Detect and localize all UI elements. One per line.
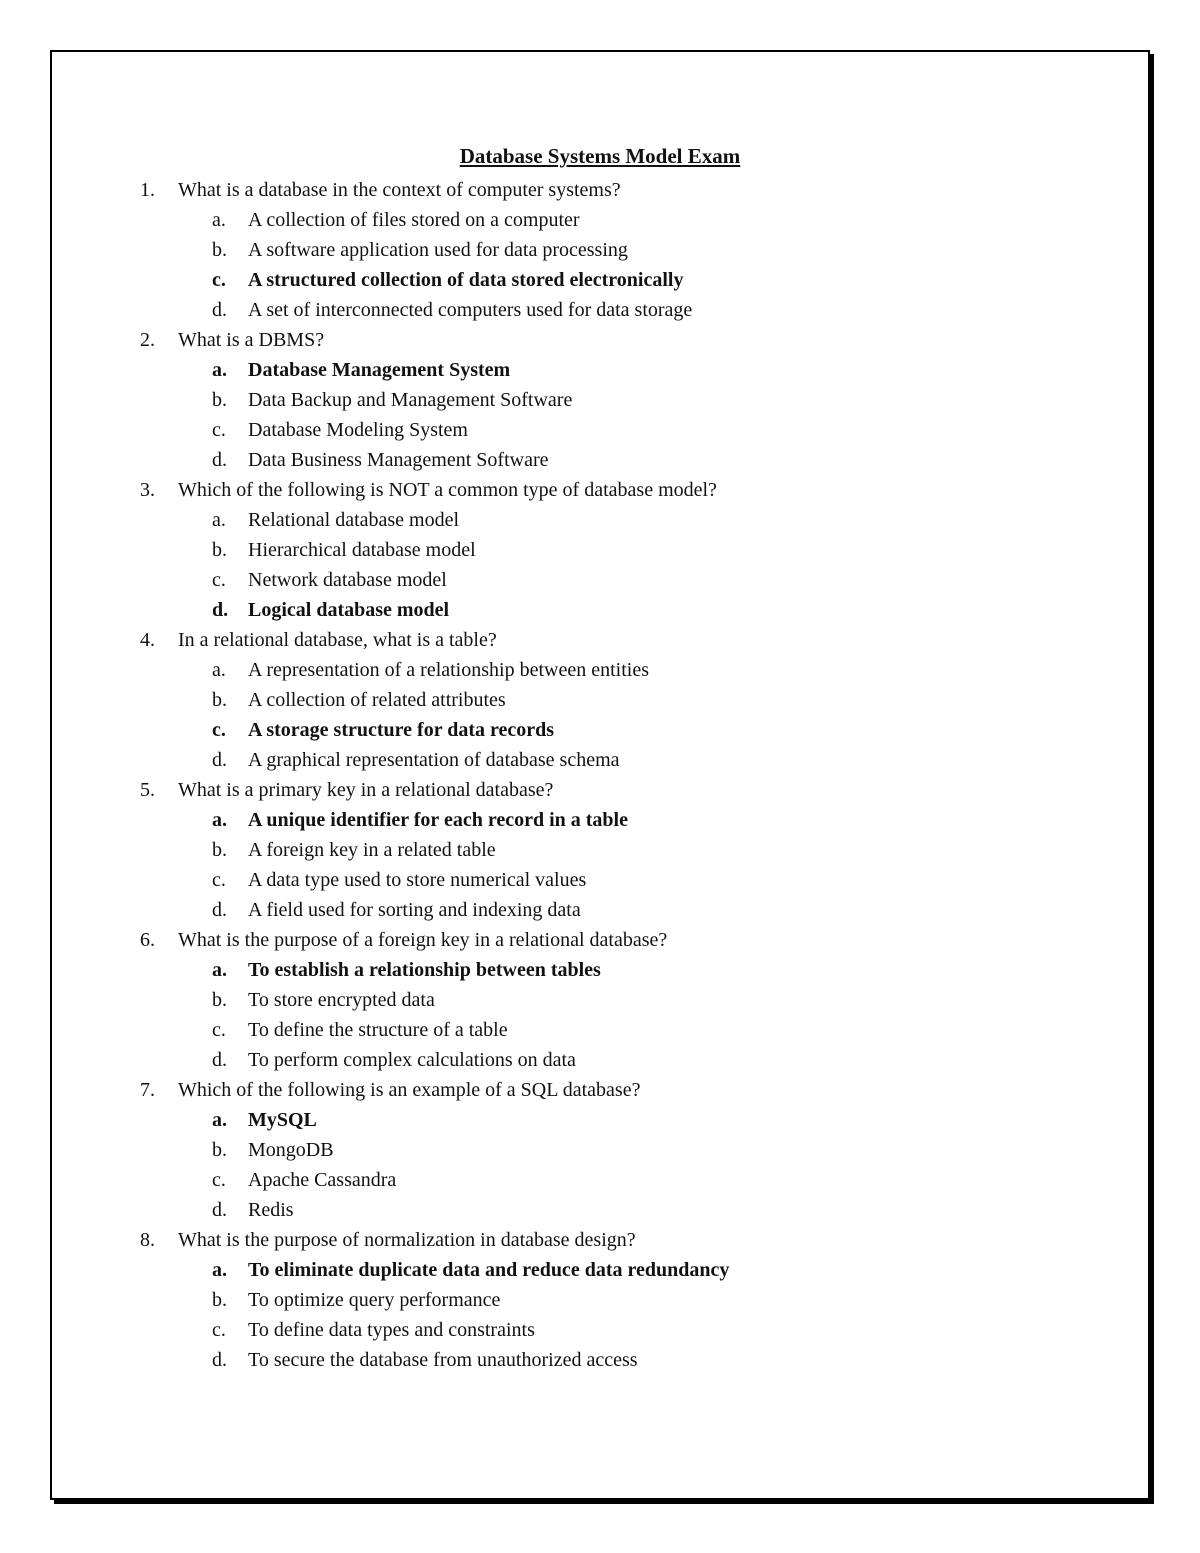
option-letter: c. [212,269,226,291]
option-letter: c. [212,719,226,741]
question-number: 8. [140,1229,155,1251]
option-letter: d. [212,599,229,621]
option-text: Hierarchical database model [248,539,476,561]
option-text: To define data types and constraints [248,1319,535,1341]
option-text: A storage structure for data records [248,719,555,741]
option-letter: a. [212,359,227,381]
question-text: Which of the following is an example of a SQL database? [178,1079,641,1101]
question-list [0,175,1200,1375]
answer-option [0,1045,1200,1075]
option-letter: a. [212,209,226,231]
option-text: A foreign key in a related table [248,839,496,861]
answer-option [0,445,1200,475]
option-text: Database Modeling System [248,419,468,441]
option-letter: b. [212,989,227,1011]
answer-option [0,1165,1200,1195]
answer-option [0,1345,1200,1375]
answer-option [0,895,1200,925]
answer-option [0,745,1200,775]
option-letter: a. [212,959,227,981]
option-letter: c. [212,419,226,441]
option-letter: d. [212,299,227,321]
option-letter: a. [212,809,227,831]
option-text: Relational database model [248,509,460,531]
option-letter: b. [212,1289,227,1311]
question-1 [0,175,1200,205]
question-6 [0,925,1200,955]
option-text: A set of interconnected computers used for data storage [248,299,693,321]
option-letter: c. [212,1319,226,1341]
question-text: Which of the following is NOT a common type of database model? [178,479,717,501]
answer-option [0,415,1200,445]
option-letter: c. [212,1019,226,1041]
question-text: What is a primary key in a relational database? [178,779,554,801]
option-text: A collection of files stored on a computer [248,209,580,231]
question-text: What is a DBMS? [178,329,325,351]
option-text: To perform complex calculations on data [248,1049,576,1071]
answer-option [0,1015,1200,1045]
answer-option [0,655,1200,685]
option-text: Logical database model [248,599,450,621]
option-text: Apache Cassandra [248,1169,397,1191]
correct-answer-option [0,265,1200,295]
question-7 [0,1075,1200,1105]
option-text: Network database model [248,569,447,591]
option-letter: a. [212,509,226,531]
question-5 [0,775,1200,805]
correct-answer-option [0,715,1200,745]
option-letter: b. [212,1139,227,1161]
answer-option [0,985,1200,1015]
option-text: A software application used for data processing [248,239,628,261]
option-text: To secure the database from unauthorized access [248,1349,638,1371]
option-text: A field used for sorting and indexing data [248,899,581,921]
answer-option [0,385,1200,415]
option-letter: b. [212,539,227,561]
question-number: 4. [140,629,155,651]
question-number: 5. [140,779,155,801]
correct-answer-option [0,1105,1200,1135]
answer-option [0,835,1200,865]
question-8 [0,1225,1200,1255]
exam-content [0,141,1200,1375]
option-letter: a. [212,1109,227,1131]
question-text: What is a database in the context of computer systems? [178,179,621,201]
option-text: A data type used to store numerical values [248,869,587,891]
question-number: 3. [140,479,155,501]
question-text: What is the purpose of a foreign key in a relational database? [178,929,668,951]
correct-answer-option [0,1255,1200,1285]
question-text: In a relational database, what is a table? [178,629,497,651]
option-letter: b. [212,689,227,711]
option-text: A representation of a relationship between entities [248,659,649,681]
question-4 [0,625,1200,655]
option-letter: d. [212,1049,227,1071]
option-text: To establish a relationship between tables [248,959,601,981]
correct-answer-option [0,955,1200,985]
answer-option [0,535,1200,565]
question-number: 1. [140,179,155,201]
option-text: MySQL [248,1109,317,1131]
answer-option [0,295,1200,325]
option-letter: d. [212,749,227,771]
option-text: Database Management System [248,359,511,381]
answer-option [0,205,1200,235]
option-letter: a. [212,659,226,681]
question-text: What is the purpose of normalization in database design? [178,1229,636,1251]
answer-option [0,1285,1200,1315]
answer-option [0,565,1200,595]
answer-option [0,235,1200,265]
option-text: Data Backup and Management Software [248,389,573,411]
option-text: To define the structure of a table [248,1019,508,1041]
option-text: A structured collection of data stored electronically [248,269,684,291]
option-text: To store encrypted data [248,989,435,1011]
option-text: Data Business Management Software [248,449,549,471]
page-title: Database Systems Model Exam [459,144,741,168]
option-letter: d. [212,449,227,471]
correct-answer-option [0,595,1200,625]
option-letter: d. [212,899,227,921]
option-letter: c. [212,869,226,891]
answer-option [0,685,1200,715]
option-text: A collection of related attributes [248,689,506,711]
correct-answer-option [0,805,1200,835]
option-text: To optimize query performance [248,1289,501,1311]
option-letter: c. [212,1169,226,1191]
answer-option [0,1195,1200,1225]
option-text: To eliminate duplicate data and reduce data redundancy [248,1259,730,1281]
option-text: A unique identifier for each record in a table [248,809,628,831]
option-letter: b. [212,389,227,411]
answer-option [0,1135,1200,1165]
question-number: 6. [140,929,155,951]
option-letter: d. [212,1199,227,1221]
question-2 [0,325,1200,355]
option-text: A graphical representation of database schema [248,749,620,771]
correct-answer-option [0,355,1200,385]
answer-option [0,865,1200,895]
question-3 [0,475,1200,505]
question-number: 7. [140,1079,155,1101]
option-text: MongoDB [248,1139,334,1161]
option-letter: d. [212,1349,227,1371]
answer-option [0,1315,1200,1345]
option-letter: b. [212,839,227,861]
option-letter: b. [212,239,227,261]
answer-option [0,505,1200,535]
option-letter: c. [212,569,226,591]
question-number: 2. [140,329,155,351]
option-letter: a. [212,1259,227,1281]
option-text: Redis [248,1199,294,1221]
